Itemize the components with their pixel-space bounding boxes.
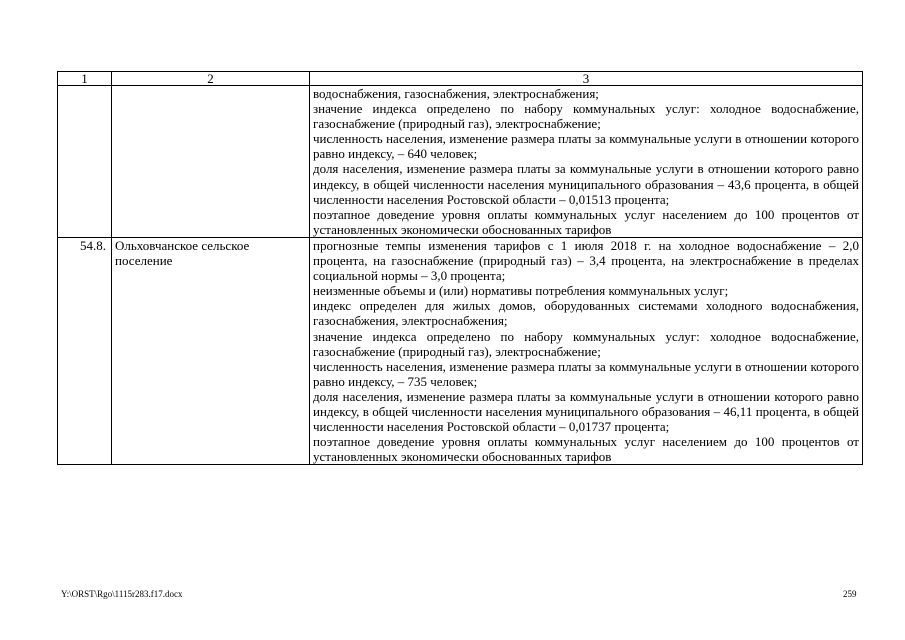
condition-paragraph: неизменные объемы и (или) нормативы потребления коммунальных услуг;	[313, 283, 729, 299]
condition-paragraph: индекс определен для жилых домов, оборудованных системами холодного водоснабжения, газоснабжения, электроснабжения;	[313, 298, 859, 329]
settlement-name-cell	[112, 86, 310, 238]
column-header-2: 2	[112, 72, 310, 86]
condition-paragraph: поэтапное доведение уровня оплаты коммунальных услуг населением до 100 процентов от установленных экономически обоснованных тарифов	[313, 434, 859, 465]
conditions-cell	[310, 86, 863, 238]
table-header-row	[58, 72, 863, 86]
condition-paragraph: численность населения, изменение размера платы за коммунальные услуги в отношении которого равно индексу, – 735 человек;	[313, 358, 859, 389]
footer-file-path: Y:\ORST\Rgo\1115r283.f17.docx	[61, 589, 183, 599]
column-header-1: 1	[58, 72, 112, 86]
settlement-name-cell: Ольховчанское сельское поселение	[112, 237, 310, 464]
condition-paragraph: значение индекса определено по набору коммунальных услуг: холодное водоснабжение, газоснабжение (природный газ), электроснабжение;	[313, 101, 859, 132]
condition-paragraph: доля населения, изменение размера платы за коммунальные услуги в отношении которого равно индексу, в общей численности населения муниципального образования – 43,6 процента, в общей численности населения Ростовской области – 0,01513 процента;	[313, 161, 859, 207]
condition-paragraph: водоснабжения, газоснабжения, электроснабжения;	[313, 86, 599, 101]
row-number-cell: 54.8.	[58, 237, 112, 464]
column-header-3: 3	[310, 72, 863, 86]
regulation-table	[57, 71, 863, 465]
table-row	[58, 86, 863, 238]
condition-paragraph: значение индекса определено по набору коммунальных услуг: холодное водоснабжение, газоснабжение (природный газ), электроснабжение;	[313, 328, 859, 359]
page-number: 259	[843, 589, 857, 599]
condition-paragraph: доля населения, изменение размера платы за коммунальные услуги в отношении которого равно индексу, в общей численности населения муниципального образования – 46,11 процента, в общей численности населения Ростовской области – 0,01737 процента;	[313, 388, 859, 435]
condition-paragraph: численность населения, изменение размера платы за коммунальные услуги в отношении которого равно индексу, – 640 человек;	[313, 131, 859, 162]
condition-paragraph: поэтапное доведение уровня оплаты коммунальных услуг населением до 100 процентов от установленных экономически обоснованных тарифов	[313, 206, 859, 237]
row-number-cell	[58, 86, 112, 238]
condition-paragraph: прогнозные темпы изменения тарифов с 1 июля 2018 г. на холодное водоснабжение – 2,0 процента, на газоснабжение (природный газ) – 3,4 процента, на электроснабжение в пределах социальной нормы – 3,0 процента;	[313, 237, 859, 284]
table-row	[58, 237, 863, 464]
conditions-cell	[310, 237, 863, 464]
